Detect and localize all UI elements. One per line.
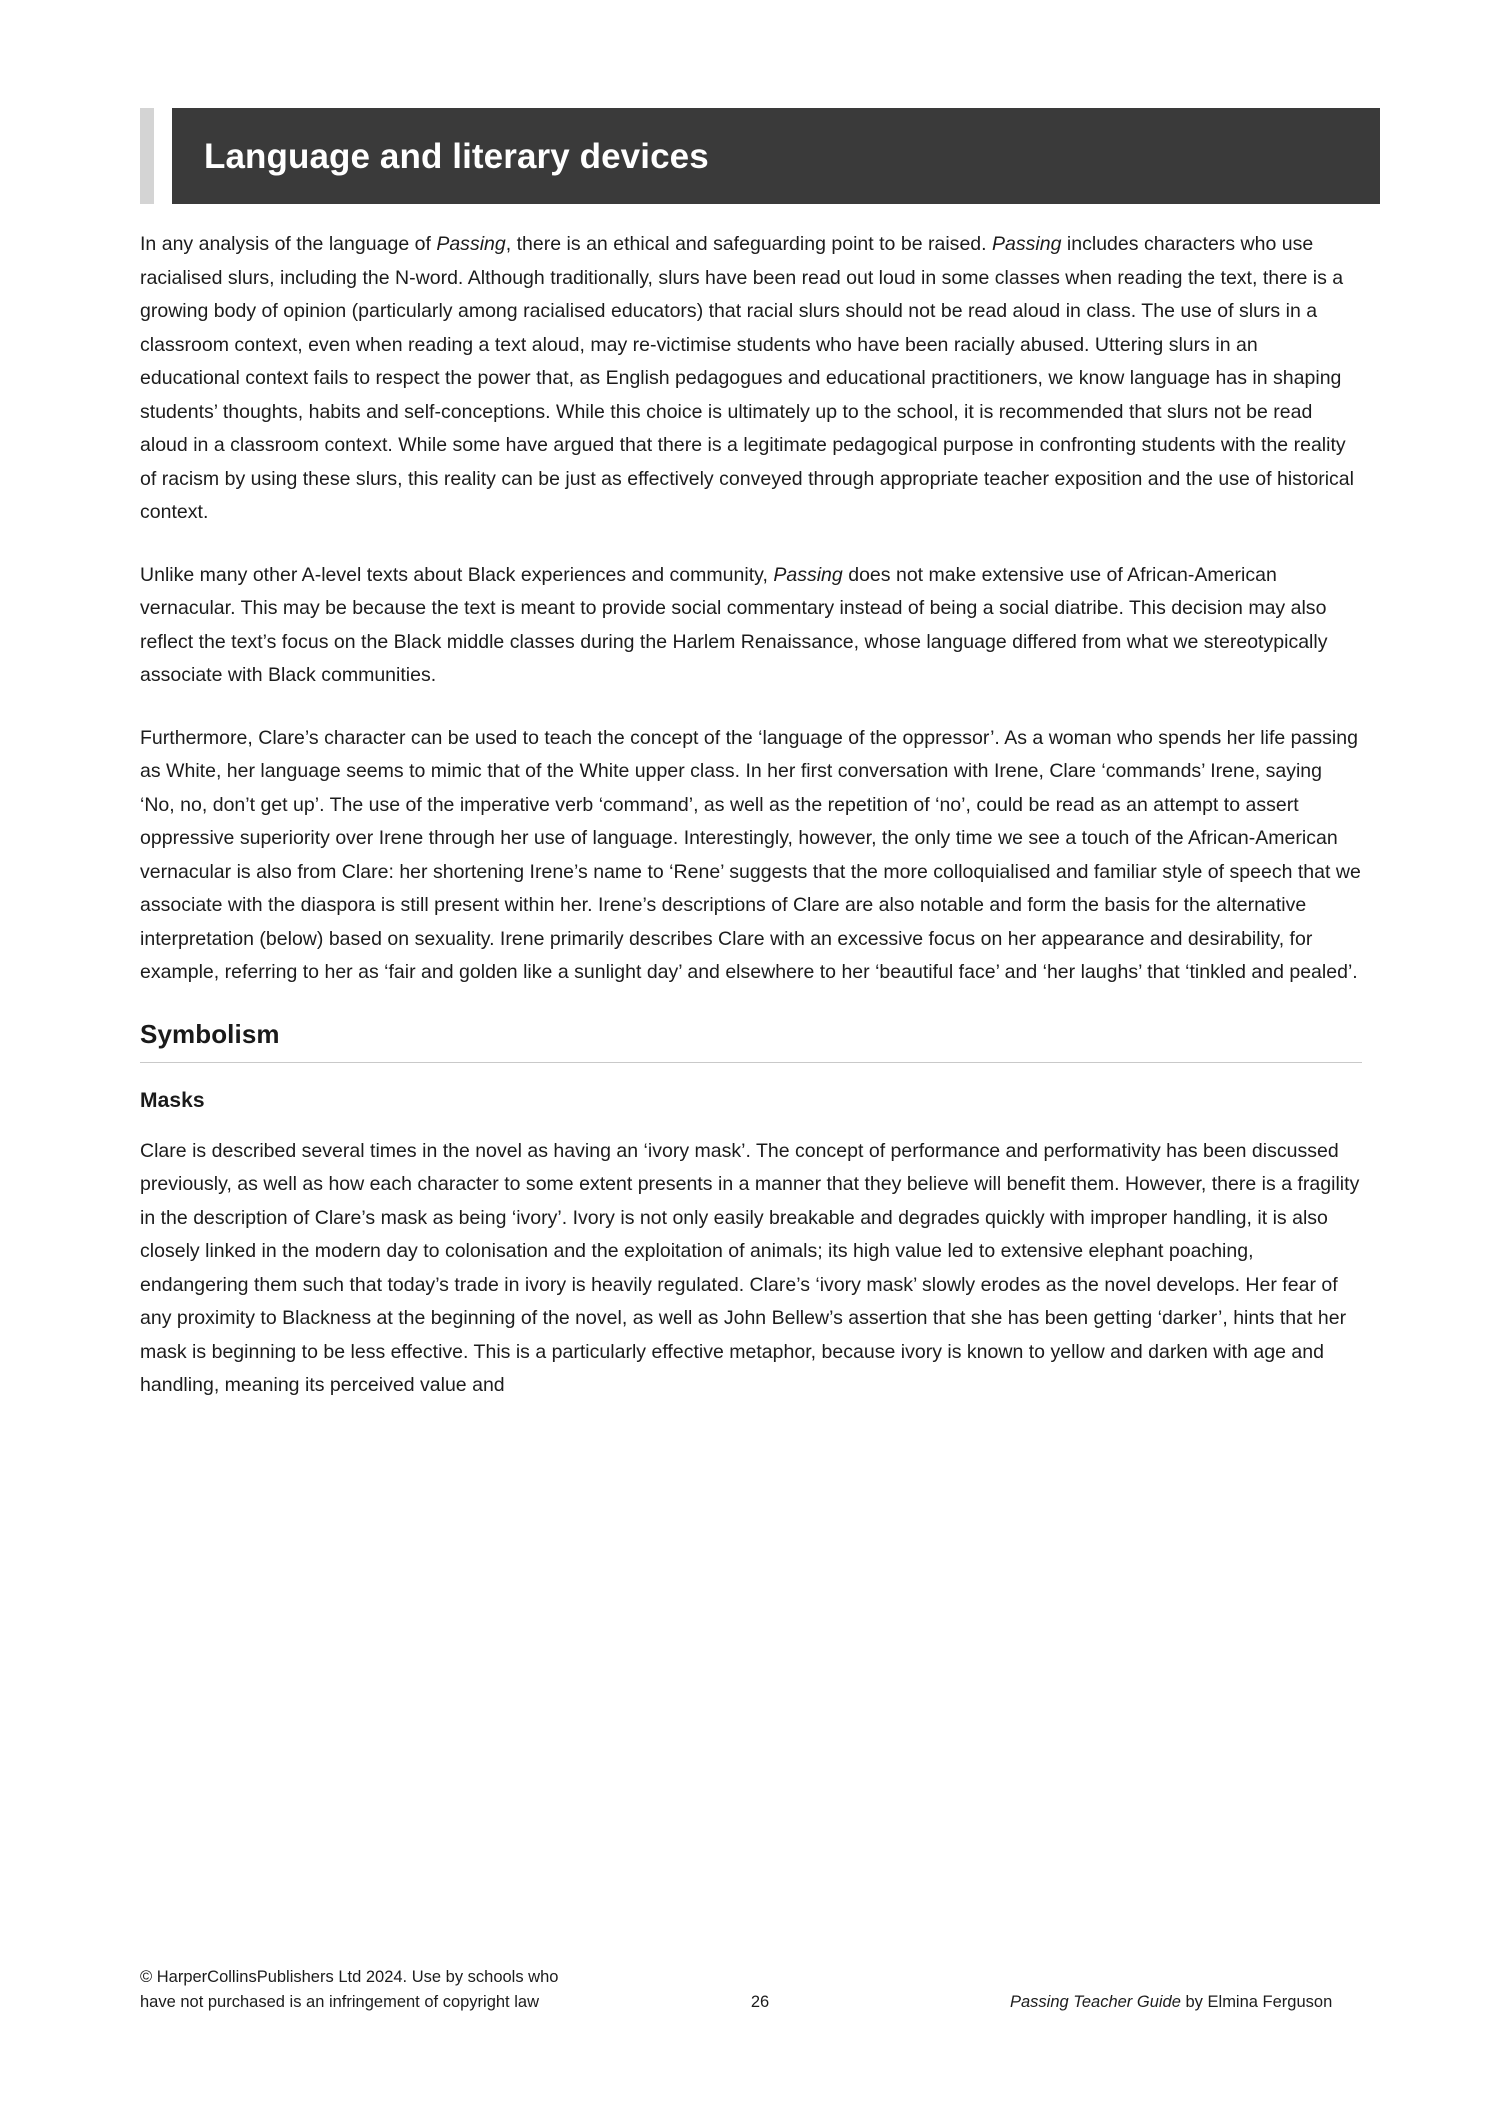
footer-guide-title: Passing Teacher Guide [1010, 1993, 1181, 2011]
header-spacer [154, 108, 172, 204]
page-header-banner [140, 108, 1380, 204]
section-divider [140, 1062, 1362, 1063]
document-body [140, 228, 1362, 1432]
footer-copyright-line-2: have not purchased is an infringement of copyright law [140, 1993, 539, 2011]
footer-copyright [140, 1965, 700, 2015]
footer-guide-author: by Elmina Ferguson [1180, 1993, 1333, 2011]
paragraph-safeguarding: In any analysis of the language of Passing, there is an ethical and safeguarding point to be raised. Passing includes characters who use racialised slurs, including the N-word. Although traditionally, slurs have been read out loud in some classes when reading the text, there is a growing body of opinion (particularly among racialised educators) that racial slurs should not be read aloud in class. The use of slurs in a classroom context, even when reading a text aloud, may re-victimise students who have been racially abused. Uttering slurs in an educational context fails to respect the power that, as English pedagogues and educational practitioners, we know language has in shaping students’ thoughts, habits and self-conceptions. While this choice is ultimately up to the school, it is recommended that slurs not be read aloud in a classroom context. While some have argued that there is a legitimate pedagogical purpose in confronting students with the reality of racism by using these slurs, this reality can be just as effectively conveyed through appropriate teacher exposition and the use of historical context. [140, 233, 1355, 523]
section-heading-symbolism: Symbolism [140, 1018, 280, 1049]
page-footer [140, 1965, 1362, 2015]
sub-heading-masks: Masks [140, 1088, 205, 1112]
page-title: Language and literary devices [204, 136, 709, 176]
footer-copyright-line-1: © HarperCollinsPublishers Ltd 2024. Use by schools who [140, 1968, 559, 1986]
footer-guide-reference [820, 1965, 1362, 2015]
header-title-block [172, 108, 1380, 204]
header-accent-bar [140, 108, 154, 204]
paragraph-language-of-oppressor: Furthermore, Clare’s character can be used to teach the concept of the ‘language of the oppressor’. As a woman who spends her life passing as White, her language seems to mimic that of the White upper class. In her first conversation with Irene, Clare ‘commands’ Irene, saying ‘No, no, don’t get up’. The use of the imperative verb ‘command’, as well as the repetition of ‘no’, could be read as an attempt to assert oppressive superiority over Irene through her use of language. Interestingly, however, the only time we see a touch of the African-American vernacular is also from Clare: her shortening Irene’s name to ‘Rene’ suggests that the more colloquialised and familiar style of speech that we associate with the diaspora is still present within her. Irene’s descriptions of Clare are also notable and form the basis for the alternative interpretation (below) based on sexuality. Irene primarily describes Clare with an excessive focus on her appearance and desirability, for example, referring to her as ‘fair and golden like a sunlight day’ and elsewhere to her ‘beautiful face’ and ‘her laughs’ that ‘tinkled and pealed’. [140, 726, 1361, 983]
footer-page-number: 26 [750, 1993, 770, 2011]
paragraph-masks: Clare is described several times in the novel as having an ‘ivory mask’. The concept of performance and performativity has been discussed previously, as well as how each character to some extent presents in a manner that they believe will benefit them. However, there is a fragility in the description of Clare’s mask as being ‘ivory’. Ivory is not only easily breakable and degrades quickly with improper handling, it is also closely linked in the modern day to colonisation and the exploitation of animals; its high value led to extensive elephant poaching, endangering them such that today’s trade in ivory is heavily regulated. Clare’s ‘ivory mask’ slowly erodes as the novel develops. Her fear of any proximity to Blackness at the beginning of the novel, as well as John Bellew’s assertion that she has been getting ‘darker’, hints that her mask is beginning to be less effective. This is a particularly effective metaphor, because ivory is known to yellow and darken with age and handling, meaning its perceived value and [140, 1139, 1360, 1396]
paragraph-vernacular: Unlike many other A-level texts about Black experiences and community, Passing does not make extensive use of African-American vernacular. This may be because the text is meant to provide social commentary instead of being a social diatribe. This decision may also reflect the text’s focus on the Black middle classes during the Harlem Renaissance, whose language differed from what we stereotypically associate with Black communities. [140, 563, 1328, 686]
